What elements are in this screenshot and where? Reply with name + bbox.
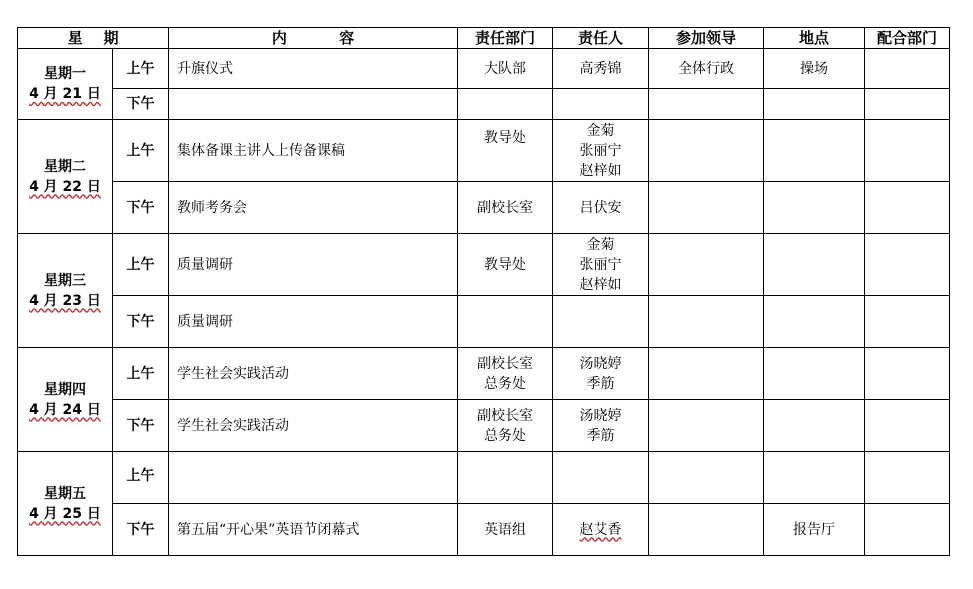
responsible-dept	[458, 120, 553, 182]
schedule-body	[18, 49, 950, 556]
table-row	[18, 296, 950, 348]
responsible-dept	[458, 182, 553, 234]
location	[764, 400, 865, 452]
date-label: 4 月 22 日	[29, 178, 101, 195]
responsible-person	[553, 400, 649, 452]
date-label: 4 月 24 日	[29, 401, 101, 418]
cell-line: 赵梓如	[579, 162, 622, 179]
activity-content: 第五届“开心果”英语节闭幕式	[169, 504, 458, 556]
responsible-dept	[458, 296, 553, 348]
table-row	[18, 400, 950, 452]
participating-leader	[649, 89, 764, 120]
activity-content: 质量调研	[169, 234, 458, 296]
responsible-person	[553, 89, 649, 120]
table-row	[18, 348, 950, 400]
weekly-schedule-table	[17, 27, 950, 556]
half-day-label: 上午	[113, 234, 169, 296]
date-label: 4 月 23 日	[29, 292, 101, 309]
cell-line: 高秀锦	[579, 60, 622, 77]
cooperating-dept	[865, 400, 950, 452]
participating-leader	[649, 296, 764, 348]
location	[764, 120, 865, 182]
responsible-person	[553, 504, 649, 556]
weekday-label: 星期五	[44, 485, 86, 502]
half-day-label: 上午	[113, 120, 169, 182]
location	[764, 234, 865, 296]
activity-content: 教师考务会	[169, 182, 458, 234]
weekday-label: 星期一	[44, 66, 86, 82]
participating-leader: 全体行政	[649, 49, 764, 89]
responsible-dept	[458, 89, 553, 120]
responsible-person	[553, 296, 649, 348]
cell-line: 汤晓婷	[579, 355, 622, 372]
header-row	[18, 28, 950, 49]
cell-line: 金菊	[586, 236, 615, 253]
location	[764, 296, 865, 348]
cell-line: 教导处	[484, 256, 527, 273]
header-person: 责任人	[553, 28, 649, 49]
participating-leader	[649, 120, 764, 182]
participating-leader	[649, 504, 764, 556]
participating-leader	[649, 452, 764, 504]
activity-content	[169, 89, 458, 120]
responsible-person	[553, 348, 649, 400]
day-cell	[18, 49, 113, 120]
cell-line: 副校长室	[477, 199, 534, 216]
responsible-person	[553, 49, 649, 89]
responsible-person	[553, 452, 649, 504]
cell-line: 金菊	[586, 122, 615, 139]
responsible-dept	[458, 49, 553, 89]
responsible-person	[553, 182, 649, 234]
responsible-dept	[458, 348, 553, 400]
responsible-dept	[458, 452, 553, 504]
activity-content: 学生社会实践活动	[169, 348, 458, 400]
cell-line: 汤晓婷	[579, 407, 622, 424]
participating-leader	[649, 182, 764, 234]
location: 报告厅	[764, 504, 865, 556]
cooperating-dept	[865, 348, 950, 400]
table-row	[18, 504, 950, 556]
cell-line: 张丽宁	[579, 142, 622, 159]
cell-line: 总务处	[484, 375, 527, 392]
cell-line: 季筋	[586, 375, 615, 392]
cell-line: 吕伏安	[579, 199, 622, 216]
participating-leader	[649, 234, 764, 296]
activity-content: 集体备课主讲人上传备课稿	[169, 120, 458, 182]
half-day-label: 下午	[113, 400, 169, 452]
participating-leader	[649, 400, 764, 452]
date-label: 4 月 21 日	[29, 86, 101, 102]
cooperating-dept	[865, 120, 950, 182]
responsible-dept	[458, 504, 553, 556]
activity-content	[169, 452, 458, 504]
cooperating-dept	[865, 234, 950, 296]
cell-line: 大队部	[484, 60, 527, 77]
responsible-dept	[458, 400, 553, 452]
activity-content: 质量调研	[169, 296, 458, 348]
day-cell	[18, 452, 113, 556]
cell-line: 教导处	[484, 130, 527, 146]
half-day-label: 上午	[113, 348, 169, 400]
cell-line: 副校长室	[477, 355, 534, 372]
day-cell	[18, 120, 113, 234]
cell-line: 张丽宁	[579, 256, 622, 273]
table-row	[18, 182, 950, 234]
responsible-person	[553, 234, 649, 296]
header-dept: 责任部门	[458, 28, 553, 49]
header-content: 内 容	[169, 28, 458, 49]
day-cell	[18, 348, 113, 452]
location	[764, 89, 865, 120]
cooperating-dept	[865, 89, 950, 120]
activity-content: 升旗仪式	[169, 49, 458, 89]
table-row	[18, 120, 950, 182]
half-day-label: 下午	[113, 504, 169, 556]
responsible-person	[553, 120, 649, 182]
half-day-label: 下午	[113, 89, 169, 120]
cooperating-dept	[865, 49, 950, 89]
day-cell	[18, 234, 113, 348]
header-coop: 配合部门	[865, 28, 950, 49]
cooperating-dept	[865, 296, 950, 348]
table-row	[18, 89, 950, 120]
half-day-label: 下午	[113, 296, 169, 348]
location	[764, 452, 865, 504]
header-day: 星 期	[18, 28, 169, 49]
activity-content: 学生社会实践活动	[169, 400, 458, 452]
participating-leader	[649, 348, 764, 400]
cell-line: 赵艾香	[579, 521, 622, 538]
location	[764, 348, 865, 400]
cooperating-dept	[865, 182, 950, 234]
cell-line: 赵梓如	[579, 276, 622, 293]
header-leader: 参加领导	[649, 28, 764, 49]
cell-line: 副校长室	[477, 407, 534, 424]
half-day-label: 上午	[113, 49, 169, 89]
date-label: 4 月 25 日	[29, 505, 101, 522]
table-row	[18, 234, 950, 296]
table-row	[18, 452, 950, 504]
half-day-label: 上午	[113, 452, 169, 504]
weekday-label: 星期二	[44, 158, 86, 175]
header-place: 地点	[764, 28, 865, 49]
cell-line: 英语组	[484, 521, 527, 538]
half-day-label: 下午	[113, 182, 169, 234]
weekday-label: 星期四	[44, 381, 86, 398]
table-row	[18, 49, 950, 89]
location	[764, 182, 865, 234]
weekday-label: 星期三	[44, 272, 86, 289]
cooperating-dept	[865, 452, 950, 504]
cell-line: 总务处	[484, 427, 527, 444]
cooperating-dept	[865, 504, 950, 556]
location: 操场	[764, 49, 865, 89]
cell-line: 季筋	[586, 427, 615, 444]
responsible-dept	[458, 234, 553, 296]
